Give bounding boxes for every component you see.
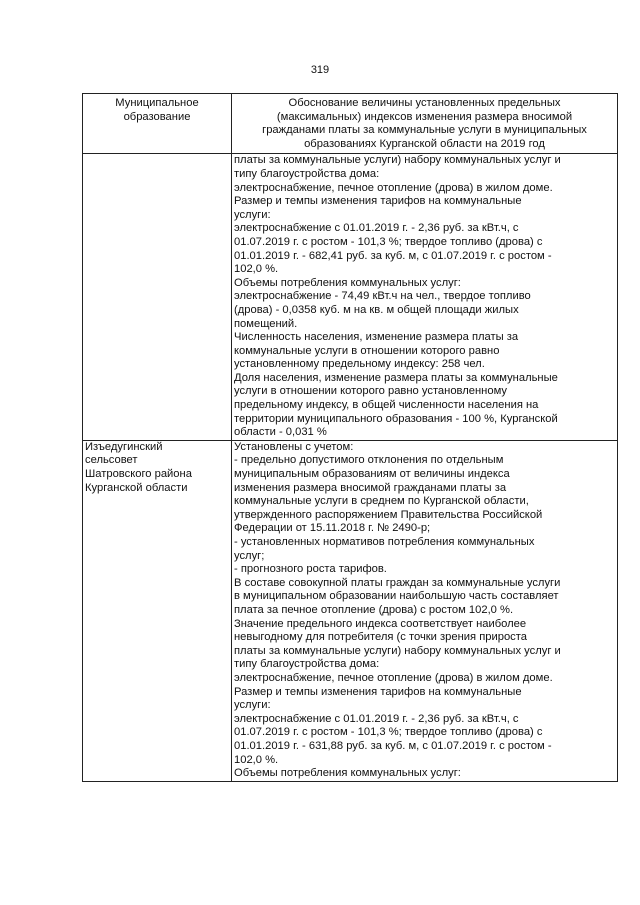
text-line: помещений. (234, 317, 298, 330)
header-municipality (83, 94, 232, 154)
municipality-cell (83, 154, 232, 440)
text-line: типу благоустройства дома: (234, 658, 380, 671)
text-line: услуги в отношении которого равно установленному (234, 385, 507, 398)
text-line: Установлены с учетом: (234, 440, 354, 453)
text-line: территории муниципального образования - 100 %, Курганской (234, 412, 558, 425)
text-line: 01.07.2019 г. с ростом - 101,3 %; твердое топливо (дрова) с (234, 235, 543, 248)
text-line: 102,0 %. (234, 753, 279, 766)
text-line: Курганской области (85, 481, 188, 494)
text-line: коммунальные услуги в отношении которого равно (234, 344, 500, 357)
text-line: - установленных нормативов потребления коммунальных (234, 536, 535, 548)
text-line: - прогнозного роста тарифов. (234, 563, 387, 576)
text-line: электроснабжение с 01.01.2019 г. - 2,36 руб. за кВт.ч, с (234, 222, 519, 235)
text-line: Объемы потребления коммунальных услуг: (234, 767, 461, 780)
page-number: 319 (310, 64, 330, 76)
text-line: Федерации от 15.11.2018 г. № 2490-р; (234, 522, 431, 535)
header-justification (232, 94, 618, 154)
justification-cell (232, 440, 618, 781)
text-line: муниципальным образованиям от величины индекса (234, 468, 510, 481)
text-line: электроснабжение, печное отопление (дрова) в жилом доме. (234, 671, 553, 684)
text-line: электроснабжение - 74,49 кВт.ч на чел., твердое топливо (234, 290, 531, 303)
text-line: образованиях Курганской области на 2019 год (304, 137, 545, 150)
text-line: 102,0 %. (234, 263, 279, 276)
text-line: Размер и темпы изменения тарифов на коммунальные (234, 685, 522, 698)
text-line: Размер и темпы изменения тарифов на коммунальные (234, 195, 522, 208)
text-line: (дрова) - 0,0358 куб. м на кв. м общей площади жилых (234, 303, 519, 316)
text-line: 01.07.2019 г. с ростом - 101,3 %; твердое топливо (дрова) с (234, 726, 543, 739)
justification-cell (232, 154, 618, 440)
text-line: сельсовет (85, 454, 138, 467)
text-line: электроснабжение, печное отопление (дрова) в жилом доме. (234, 181, 553, 194)
table-header-row (83, 94, 618, 154)
text-line: образование (123, 110, 191, 123)
text-line: Изъедугинский (85, 440, 163, 453)
text-line: Значение предельного индекса соответствует наиболее (234, 617, 527, 630)
text-line: платы за коммунальные услуги) набору коммунальных услуг и (234, 154, 561, 167)
text-line: Численность населения, изменение размера платы за (234, 331, 519, 344)
table-row (83, 154, 618, 440)
text-line: установленному предельному индексу: 258 чел. (234, 358, 485, 371)
text-line: Объемы потребления коммунальных услуг: (234, 276, 461, 289)
text-line: невыгодному для потребителя (с точки зрения прироста (234, 631, 527, 644)
text-line: гражданами платы за коммунальные услуги в муниципальных (262, 124, 587, 137)
text-line: коммунальные услуги в среднем по Курганской области, (234, 495, 529, 508)
text-line: Шатровского района (85, 468, 192, 481)
text-line: электроснабжение с 01.01.2019 г. - 2,36 руб. за кВт.ч, с (234, 712, 519, 725)
text-line: типу благоустройства дома: (234, 167, 380, 180)
text-line: Обоснование величины установленных предельных (288, 97, 561, 109)
table-row (83, 440, 618, 781)
text-line: плата за печное отопление (дрова) с ростом 102,0 %. (234, 603, 514, 616)
text-line: услуги: (234, 208, 271, 221)
text-line: предельному индексу, в общей численности населения на (234, 399, 539, 412)
text-line: - предельно допустимого отклонения по отдельным (234, 454, 504, 467)
text-line: утвержденного распоряжением Правительства Российской (234, 508, 543, 521)
text-line: услуги: (234, 699, 271, 712)
text-line: Доля населения, изменение размера платы за коммунальные (234, 371, 558, 384)
text-line: платы за коммунальные услуги) набору коммунальных услуг и (234, 644, 561, 657)
text-line: в муниципальном образовании наибольшую часть составляет (234, 590, 559, 603)
municipality-cell (83, 440, 232, 781)
text-line: 01.01.2019 г. - 682,41 руб. за куб. м, с 01.07.2019 г. с ростом - (234, 249, 552, 262)
text-line: изменения размера вносимой гражданами платы за (234, 481, 507, 494)
text-line: 01.01.2019 г. - 631,88 руб. за куб. м, с 01.07.2019 г. с ростом - (234, 739, 552, 752)
text-line: (максимальных) индексов изменения размера вносимой (276, 110, 573, 123)
text-line: области - 0,031 % (234, 426, 327, 439)
text-line: услуг; (234, 549, 265, 562)
text-line: В составе совокупной платы граждан за коммунальные услуги (234, 576, 561, 589)
text-line: Муниципальное (115, 97, 199, 109)
tariff-justification-table (82, 93, 618, 782)
